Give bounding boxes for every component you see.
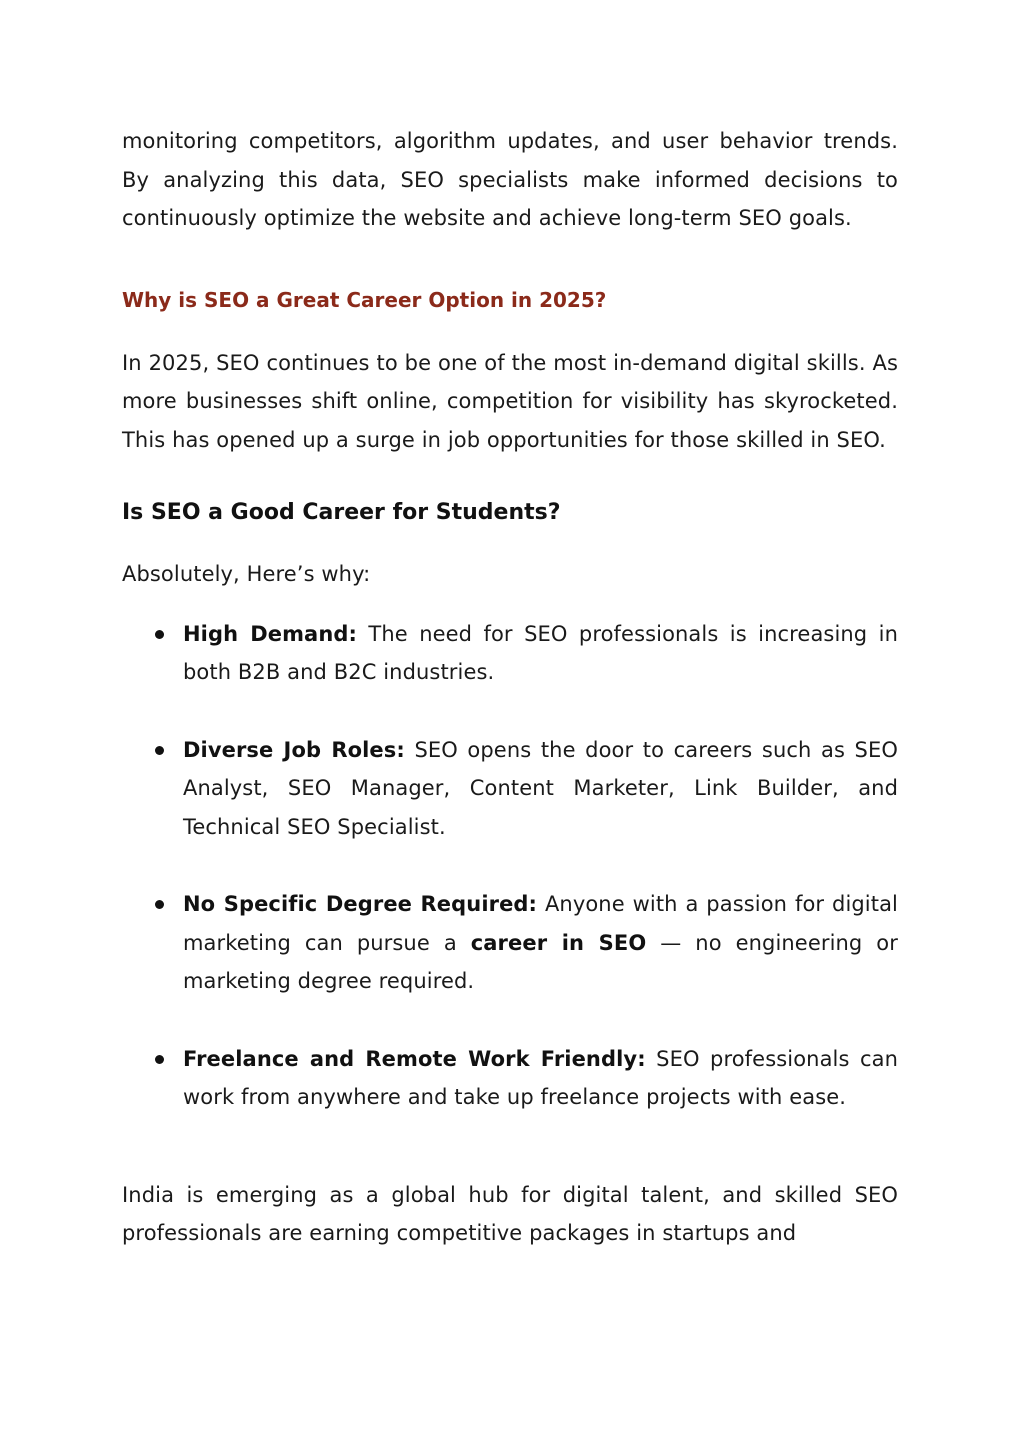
career-2025-paragraph: In 2025, SEO continues to be one of the most in-demand digital skills. As more businesses shift online, competition for visibility has skyrocketed. This has opened up a surge in job opportunities for those skilled in SEO.: [122, 350, 898, 452]
bullet-icon: [155, 746, 164, 755]
list-item: [122, 885, 898, 1001]
list-item-text: [183, 885, 898, 1001]
list-item-body: SEO professionals can work from anywhere and take up freelance projects with ease.: [183, 1046, 898, 1109]
list-item-text: [183, 731, 898, 847]
list-item: [122, 615, 898, 692]
list-item-title: Diverse Job Roles:: [183, 737, 405, 762]
list-item-text: [183, 615, 898, 692]
list-item-body: SEO opens the door to careers such as SEO Analyst, SEO Manager, Content Marketer, Link Builder, and Technical SEO Specialist.: [183, 737, 898, 839]
list-item-body: The need for SEO professionals is increasing in both B2B and B2C industries.: [183, 621, 898, 684]
list-item-title: High Demand:: [183, 621, 358, 646]
students-lead: Absolutely, Here’s why:: [122, 562, 371, 586]
heading-students: Is SEO a Good Career for Students?: [122, 500, 561, 525]
reasons-list: [122, 615, 898, 1117]
intro-paragraph: monitoring competitors, algorithm updates, and user behavior trends. By analyzing this data, SEO specialists make informed decisions to continuously optimize the website and achieve long-term SEO goals.: [122, 129, 898, 230]
list-item-body: Anyone with a passion for digital marketing can pursue a: [183, 892, 898, 955]
list-item: [122, 1040, 898, 1117]
document-page: [122, 122, 898, 1253]
list-item-title: Freelance and Remote Work Friendly:: [183, 1046, 646, 1071]
closing-paragraph: India is emerging as a global hub for digital talent, and skilled SEO professionals are earning competitive packages in startups and: [122, 1182, 898, 1245]
list-item: [122, 731, 898, 847]
heading-career-2025: Why is SEO a Great Career Option in 2025?: [122, 287, 607, 312]
list-item-text: [183, 1040, 898, 1117]
list-item-body-end: — no engineering or marketing degree required.: [183, 930, 898, 993]
bullet-icon: [155, 900, 164, 909]
career-in-seo-emphasis: career in SEO: [470, 930, 647, 955]
bullet-icon: [155, 1055, 164, 1064]
bullet-icon: [155, 630, 164, 639]
list-item-title: No Specific Degree Required:: [183, 892, 538, 916]
